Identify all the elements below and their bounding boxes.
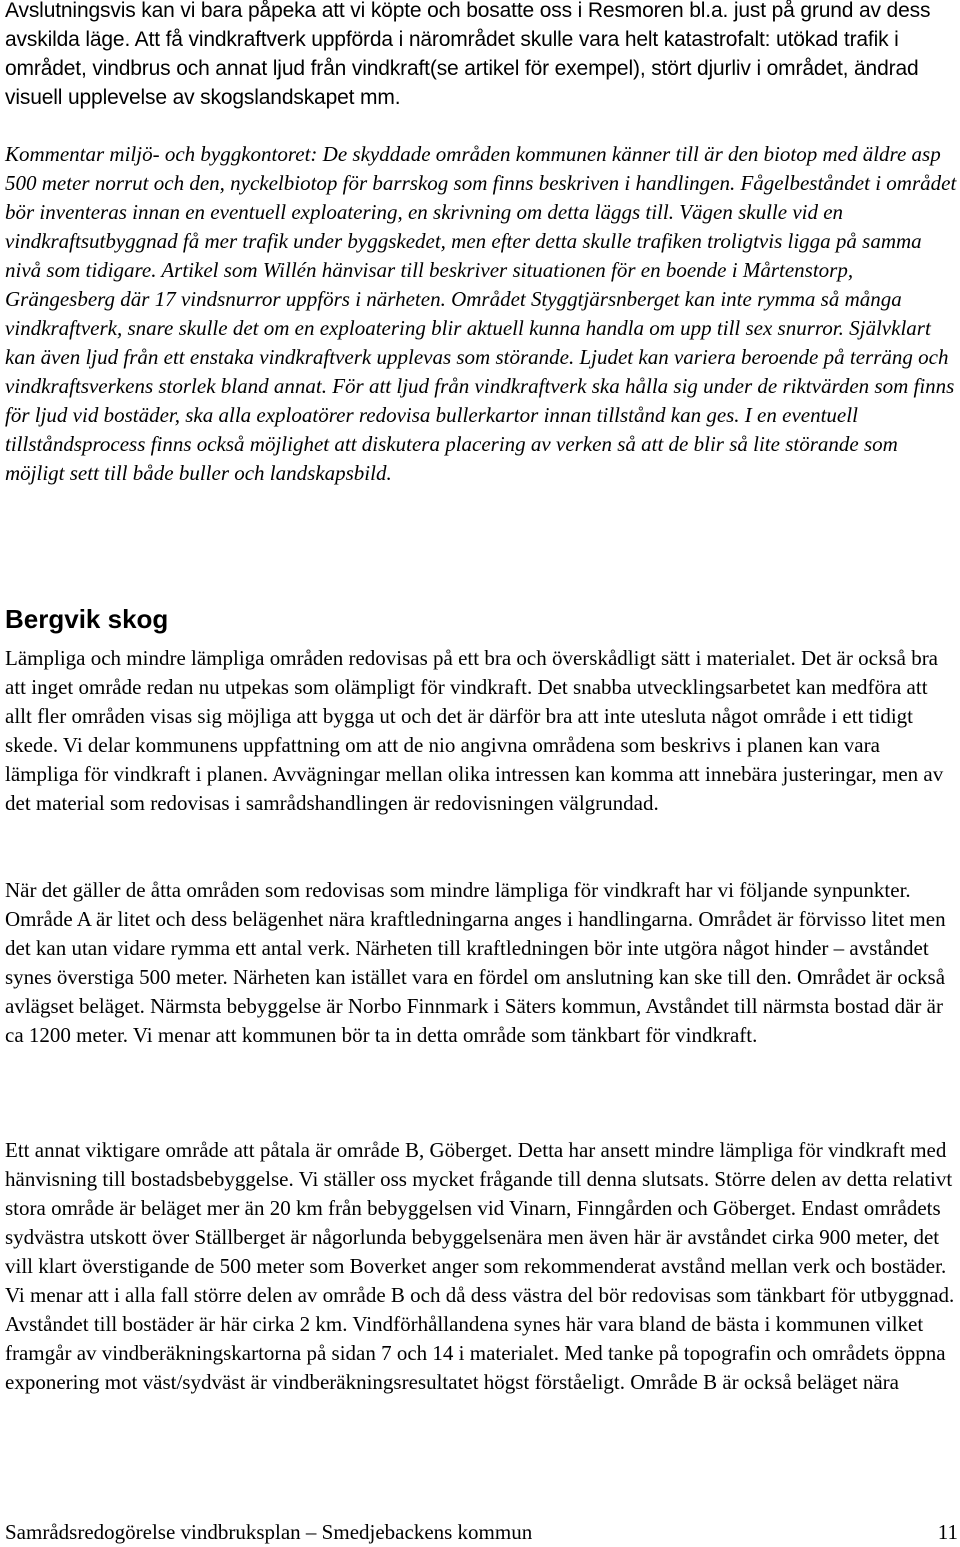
- comment-paragraph: Kommentar miljö- och byggkontoret: De skyddade områden kommunen känner till är den biotop med äldre asp 500 meter norrut och den, nyckelbiotop för barrskog som finns beskriven i handlingen. Fågelbeståndet i området bör inventeras innan en eventuell exploatering, en skrivning om detta läggs till. Vägen skulle vid en vindkraftsutbyggnad få mer trafik under byggskedet, men efter detta skulle trafiken troligtvis ligga på samma nivå som tidigare. Artikel som Willén hänvisar till beskriver situationen för en boende i Mårtenstorp, Grängesberg där 17 vindsnurror uppförs i närheten. Området Styggtjärsnberget kan inte rymma så många vindkraftverk, snare skulle det om en exploatering blir aktuell kunna handla om upp till sex snurror. Självklart kan även ljud från ett enstaka vindkraftverk upplevas som störande. Ljudet kan variera beroende på terräng och vindkraftsverkens storlek bland annat. För att ljud från vindkraftverk ska hålla sig under de riktvärden som finns för ljud vid bostäder, ska alla exploatörer redovisa bullerkartor innan tillstånd kan ges. I en eventuell tillståndsprocess finns också möjlighet att diskutera placering av verken så att de blir så lite störande som möjligt sett till både buller och landskapsbild.: [5, 142, 957, 485]
- page-number: 11: [937, 1520, 958, 1544]
- body-paragraph-2: När det gäller de åtta områden som redovisas som mindre lämpliga för vindkraft har vi följande synpunkter. Område A är litet och dess belägenhet nära kraftledningarna anges i handlingarna. Området är förvisso litet men det kan utan vidare rymma ett antal verk. Närheten till kraftledningen bör inte utgöra något hinder – avståndet synes överstiga 500 meter. Närheten kan istället vara en fördel om anslutning kan ske till den. Området är också avlägset beläget. Närmsta bebyggelse är Norbo Finnmark i Säters kommun, Avståndet till närmsta bostad där är ca 1200 meter. Vi menar att kommunen bör ta in detta område som tänkbart för vindkraft.: [5, 878, 946, 1047]
- section-heading: Bergvik skog: [5, 604, 169, 634]
- body-paragraph-3: Ett annat viktigare område att påtala är område B, Göberget. Detta har ansett mindre lämpliga för vindkraft med hänvisning till bostadsbebyggelse. Vi ställer oss mycket frågande till denna slutsats. Större delen av detta relativt stora område är beläget mer än 20 km från bebyggelsen vid Vinarn, Finngården och Göberget. Endast områdets sydvästra utskott över Ställberget är någorlunda bebyggelsenära men även här är avståndet cirka 900 meter, det vill klart överstigande de 500 meter som Boverket anger som rekommenderat avstånd mellan verk och bostäder. Vi menar att i alla fall större delen av område B och då dess västra del bör redovisas som tänkbart för utbyggnad. Avståndet till bostäder är här cirka 2 km. Vindförhållandena synes här vara bland de bästa i kommunen vilket framgår av vindberäkningskartorna på sidan 7 och 14 i materialet. Med tanke på topografin och områdets öppna exponering mot väst/sydväst är vindberäkningsresultatet högst förståeligt. Område B är också beläget nära: [5, 1138, 955, 1394]
- body-paragraph-1: Lämpliga och mindre lämpliga områden redovisas på ett bra och överskådligt sätt i materialet. Det är också bra att inget område redan nu utpekas som olämpligt för vindkraft. Det snabba utvecklingsarbetet kan medföra att allt fler områden visas sig möjliga att bygga ut och det är därför bra att inte utesluta något område i ett tidigt skede. Vi delar kommunens uppfattning om att de nio angivna områdena som beskrivs i planen kan vara lämpliga för vindkraft i planen. Avvägningar mellan olika intressen kan komma att innebära justeringar, men av det material som redovisas i samrådshandlingen är redovisningen välgrundad.: [5, 646, 944, 815]
- footer-title: Samrådsredogörelse vindbruksplan – Smedjebackens kommun: [5, 1520, 533, 1544]
- page-footer: [5, 1518, 958, 1547]
- intro-paragraph: Avslutningsvis kan vi bara påpeka att vi köpte och bosatte oss i Resmoren bl.a. just på grund av dess avskilda läge. Att få vindkraftverk uppförda i närområdet skulle vara helt katastrofalt: utökad trafik i området, vindbrus och annat ljud från vindkraft(se artikel för exempel), stört djurliv i området, ändrad visuell upplevelse av skogslandskapet mm.: [5, 0, 931, 109]
